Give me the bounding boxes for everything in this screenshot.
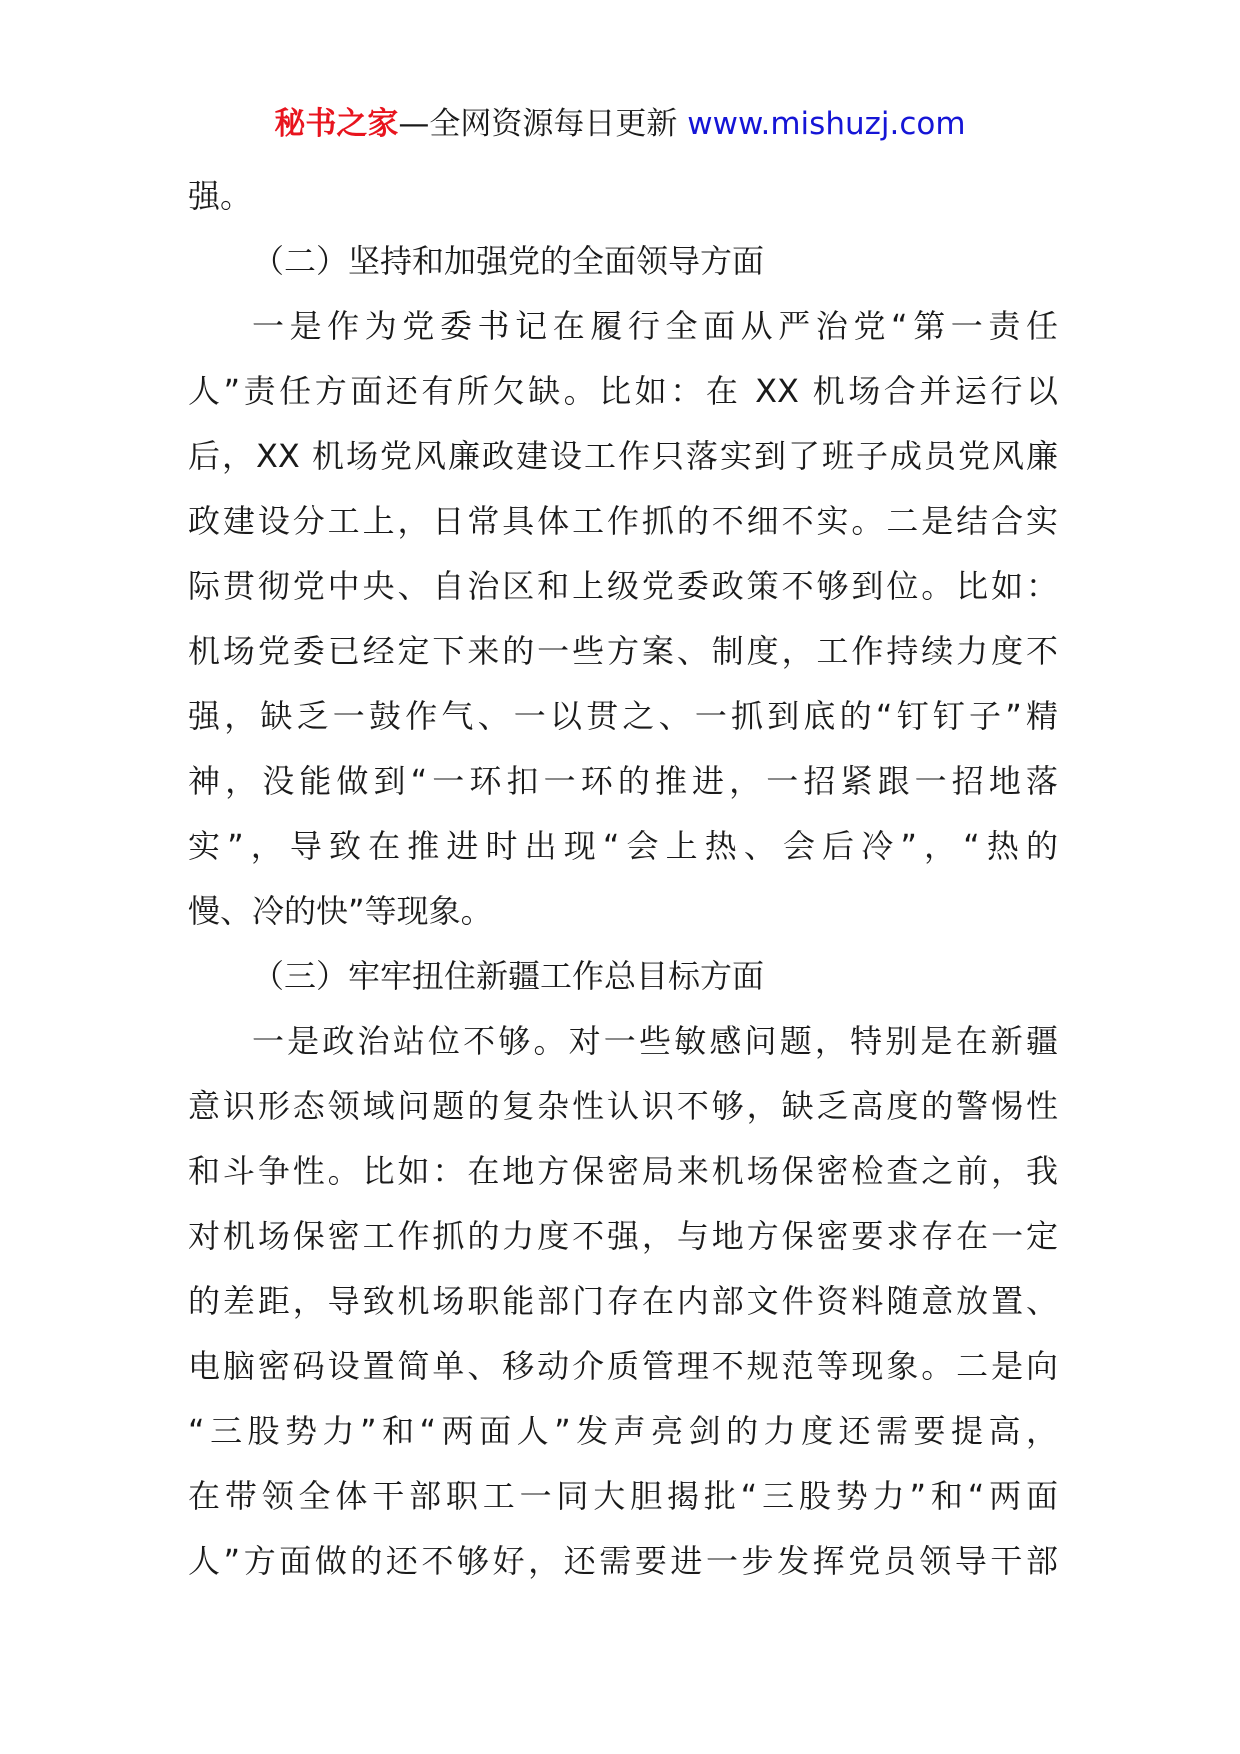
- paragraph-line: 和斗争性。比如：在地方保密局来机场保密检查之前，我: [188, 1152, 1058, 1190]
- site-header: [0, 102, 1240, 146]
- paragraph-line: 的差距，导致机场职能部门存在内部文件资料随意放置、: [188, 1282, 1058, 1320]
- site-url-link[interactable]: www.mishuzj.com: [687, 106, 966, 142]
- text-line: 强。: [188, 177, 253, 215]
- site-tagline: —全网资源每日更新: [398, 106, 678, 142]
- paragraph-line: 意识形态领域问题的复杂性认识不够，缺乏高度的警惕性: [188, 1087, 1058, 1125]
- paragraph-line: 对机场保密工作抓的力度不强，与地方保密要求存在一定: [188, 1217, 1058, 1255]
- site-brand: 秘书之家: [274, 106, 399, 142]
- paragraph-line: 在带领全体干部职工一同大胆揭批“三股势力”和“两面: [188, 1477, 1058, 1515]
- paragraph-line: 人”责任方面还有所欠缺。比如：在 XX 机场合并运行以: [188, 372, 1058, 410]
- paragraph-line: 人”方面做的还不够好，还需要进一步发挥党员领导干部: [188, 1542, 1058, 1580]
- section-heading: （二）坚持和加强党的全面领导方面: [252, 242, 765, 280]
- paragraph-line: 慢、冷的快”等现象。: [188, 892, 493, 930]
- paragraph-line: 实”，导致在推进时出现“会上热、会后冷”，“热的: [188, 827, 1058, 865]
- paragraph-line: 际贯彻党中央、自治区和上级党委政策不够到位。比如：: [188, 567, 1058, 605]
- paragraph-line: 强，缺乏一鼓作气、一以贯之、一抓到底的“钉钉子”精: [188, 697, 1058, 735]
- paragraph-line: 电脑密码设置简单、移动介质管理不规范等现象。二是向: [188, 1347, 1058, 1385]
- paragraph-line: “三股势力”和“两面人”发声亮剑的力度还需要提高，: [188, 1412, 1058, 1450]
- paragraph-line: 一是政治站位不够。对一些敏感问题，特别是在新疆: [252, 1022, 1058, 1060]
- paragraph-line: 政建设分工上，日常具体工作抓的不细不实。二是结合实: [188, 502, 1058, 540]
- paragraph-line: 神，没能做到“一环扣一环的推进，一招紧跟一招地落: [188, 762, 1058, 800]
- paragraph-line: 一是作为党委书记在履行全面从严治党“第一责任: [252, 307, 1058, 345]
- section-heading: （三）牢牢扭住新疆工作总目标方面: [252, 957, 765, 995]
- paragraph-line: 后，XX 机场党风廉政建设工作只落实到了班子成员党风廉: [188, 437, 1058, 475]
- document-body: [188, 164, 1058, 1594]
- paragraph-line: 机场党委已经定下来的一些方案、制度，工作持续力度不: [188, 632, 1058, 670]
